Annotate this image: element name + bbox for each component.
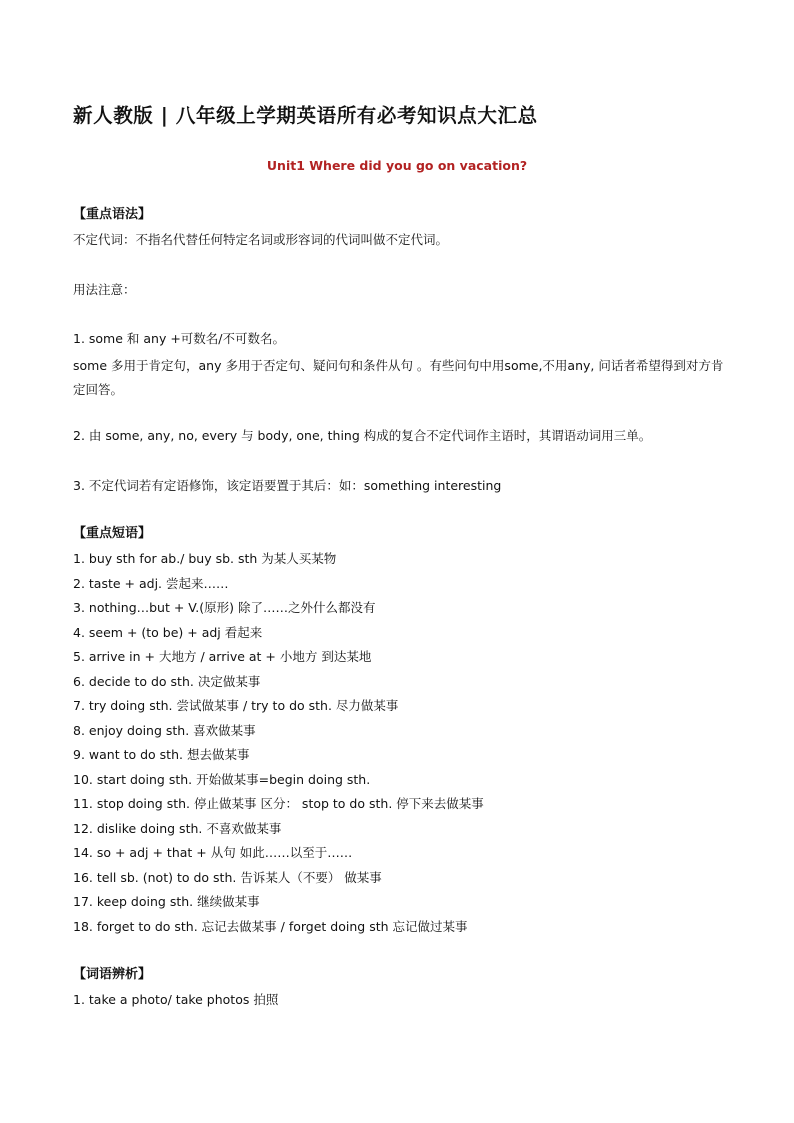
- usage-note: 用法注意：: [73, 282, 136, 297]
- vocab-item: 1. take a photo/ take photos 拍照: [73, 992, 279, 1007]
- unit-title: Unit1 Where did you go on vacation?: [266, 158, 528, 173]
- phrase-item: 16. tell sb. (not) to do sth. 告诉某人（不要） 做某事: [73, 870, 382, 885]
- phrase-item: 9. want to do sth. 想去做某事: [73, 747, 250, 762]
- grammar-point: 1. some 和 any +可数名/不可数名。: [73, 331, 286, 346]
- phrase-item: 2. taste + adj. 尝起来……: [73, 576, 229, 591]
- phrase-item: 5. arrive in + 大地方 / arrive at + 小地方 到达某地: [73, 649, 372, 664]
- grammar-heading: 【重点语法】: [73, 207, 152, 222]
- phrase-item: 8. enjoy doing sth. 喜欢做某事: [73, 723, 256, 738]
- grammar-point: 3. 不定代词若有定语修饰，该定语要置于其后：如：something interesting: [73, 478, 502, 493]
- phrase-item: 10. start doing sth. 开始做某事=begin doing sth.: [73, 772, 371, 787]
- phrase-item: 14. so + adj + that + 从句 如此……以至于……: [73, 845, 353, 860]
- phrase-item: 1. buy sth for ab./ buy sb. sth 为某人买某物: [73, 551, 337, 566]
- phrase-item: 17. keep doing sth. 继续做某事: [73, 894, 260, 909]
- phrase-item: 6. decide to do sth. 决定做某事: [73, 674, 261, 689]
- phrase-item: 18. forget to do sth. 忘记去做某事 / forget doing sth 忘记做过某事: [73, 919, 468, 934]
- phrase-item: 3. nothing…but + V.(原形) 除了……之外什么都没有: [73, 600, 376, 615]
- grammar-point: some 多用于肯定句，any 多用于否定句、疑问句和条件从句 。有些问句中用some,不用any, 问话者希望得到对方肯定回答。: [73, 358, 724, 397]
- grammar-point: 2. 由 some, any, no, every 与 body, one, thing 构成的复合不定代词作主语时，其谓语动词用三单。: [73, 428, 652, 443]
- grammar-definition: 不定代词：不指名代替任何特定名词或形容词的代词叫做不定代词。: [73, 232, 449, 247]
- phrase-item: 11. stop doing sth. 停止做某事 区分： stop to do sth. 停下来去做某事: [73, 796, 484, 811]
- phrase-item: 4. seem + (to be) + adj 看起来: [73, 625, 263, 640]
- phrases-heading: 【重点短语】: [73, 526, 152, 541]
- phrase-item: 7. try doing sth. 尝试做某事 / try to do sth. 尽力做某事: [73, 698, 399, 713]
- page-title: 新人教版 | 八年级上学期英语所有必考知识点大汇总: [73, 104, 538, 127]
- phrase-item: 12. dislike doing sth. 不喜欢做某事: [73, 821, 282, 836]
- vocab-heading: 【词语辨析】: [73, 967, 152, 982]
